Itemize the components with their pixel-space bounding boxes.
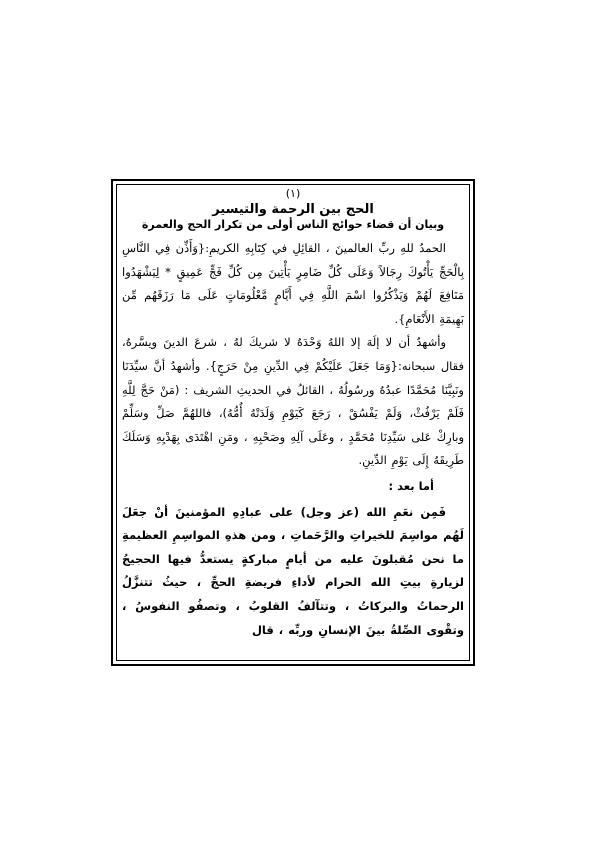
document-title: الحج بين الرحمة والتيسير xyxy=(212,202,374,217)
opening-paragraph: الحمدُ للهِ ربِّ العالمينَ ، القائِلِ في كِتَابِهِ الكريمِ:{وَأَذِّن فِي النَّاسِ بِالْحَجِّ يَأْتُوكَ رِجَالاً وَعَلَى كُلِّ ضَامِرٍ يَأْتِينَ مِن كُلِّ فَجٍّ عَمِيقٍ * لِيَشْهَدُوا مَنَافِعَ لَهُمْ وَيَذْكُرُوا اسْمَ اللَّهِ فِي أَيَّامٍ مَّعْلُومَاتٍ عَلَى مَا رَزَقَهُم مِّن بَهِيمَةِ الأَنْعَامِ}. xyxy=(122,241,464,326)
document-subtitle: وبيان أن قضاء حوائج الناس أولى من تكرار الحج والعمرة xyxy=(141,218,445,231)
testimony-paragraph: وأشهدُ أن لا إلَهَ إلا اللهُ وَحْدَهُ لا شريكَ لهُ ، شرعَ الدينَ ويسَّرهُ، فقال سبحانه:{وَمَا جَعَلَ عَلَيْكُمْ فِي الدِّينِ مِنْ حَرَجٍ}. وأشهدُ أنَّ سيِّدَنَا ونَبِيَّنَا مُحَمَّدًا عبدُهُ ورسُولُهُ ، القائلُ في الحديثِ الشريف : (مَنْ حَجَّ لِلَّهِ فَلَمْ يَرْفُثْ، وَلَمْ يَفْسُقْ ، رَجَعَ كَيَوْمِ وَلَدَتْهُ أُمُّهُ)، فاللهُمَّ صَلِّ وسَلِّمْ وبارِكْ عَلى سَيِّدِنَا مُحَمَّدٍ ، وعَلَى آلِهِ وصَحْبِهِ ، ومَنِ اهْتَدَى بِهَدْيِهِ وَسَلَكَ طَرِيقَهُ إِلَى يَوْمِ الدِّينِ. xyxy=(122,335,464,468)
amma-bad-heading: أما بعد : xyxy=(388,478,434,493)
main-paragraph: فَمِن نعَمِ الله (عز وجل) على عبادِهِ المؤمنينَ أنْ جعَلَ لَهُم مواسِمَ للخيراتِ والرَّحَماتِ ، ومن هذهِ المواسِمِ العظيمةِ ما نحن مُقبلونَ عليه من أيامٍ مباركةٍ يستعدُّ فيها الحجيجُ لزيارةِ بيتِ الله الحرام لأداءِ فريضةِ الحجِّ ، حيثُ تتنزَّلُ الرحماتُ والبركاتُ ، وتتآلفُ القلوبُ ، وتصفُو النفوسُ ، وتقْوى الصِّلةُ بينَ الإنسانِ وربِّه ، قال xyxy=(122,504,464,637)
page-number: (١) xyxy=(285,187,301,200)
document-content xyxy=(122,186,464,642)
